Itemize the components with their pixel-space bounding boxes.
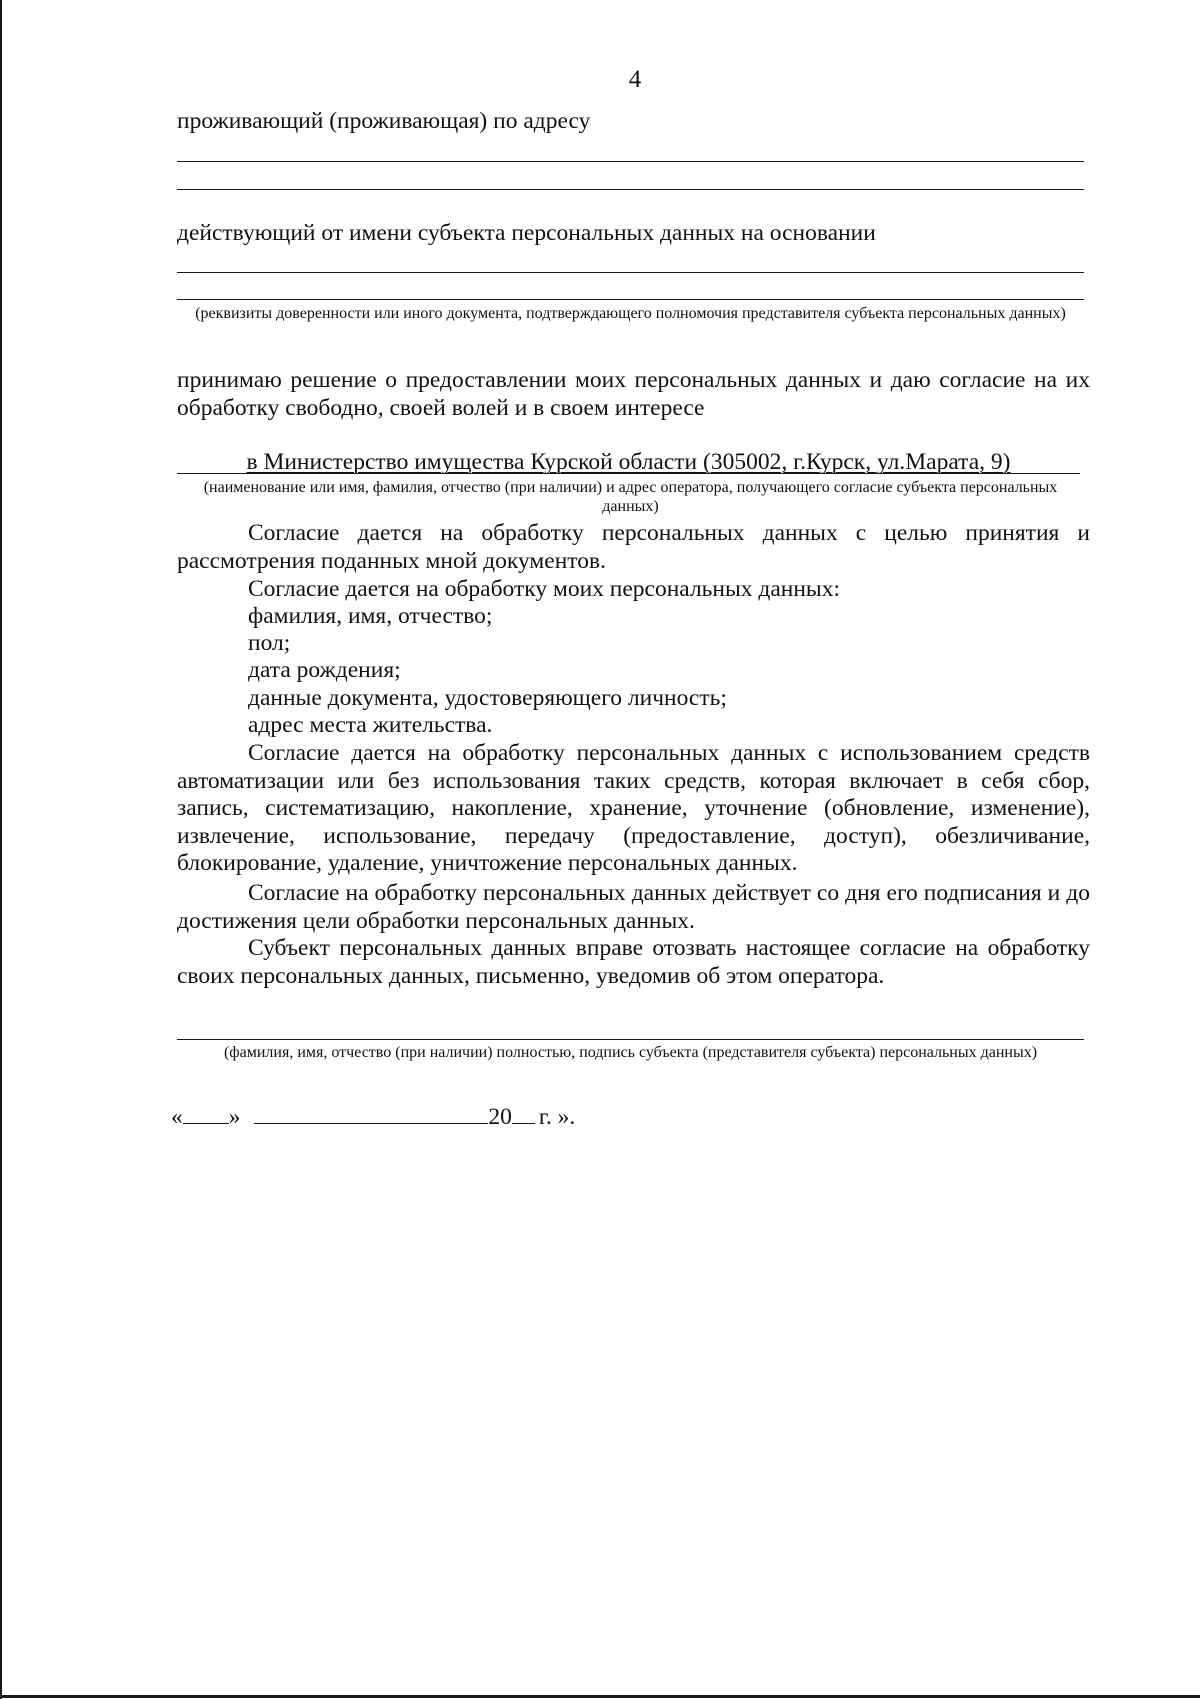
data-item: фамилия, имя, отчество; [248,603,493,629]
data-item: пол; [248,630,291,656]
operator-underline [177,473,1080,474]
address-label: проживающий (проживающая) по адресу [177,108,591,134]
date-year-suffix: г. ». [538,1104,576,1130]
caption-authority: (реквизиты доверенности или иного документа, подтверждающего полномочия представителя субъекта персональных данных) [195,305,1066,322]
date-year-field[interactable] [512,1103,535,1124]
scan-edge-left [0,0,2,1699]
caption-signature: (фамилия, имя, отчество (при наличии) полностью, подпись субъекта (представителя субъекта) персональных данных) [223,1044,1038,1061]
authority-blank-line-1[interactable] [177,272,1084,273]
processing-paragraph: Согласие дается на обработку персональных данных с использованием средств автоматизации или без использования таких средств, которая включает в себя сбор, запись, систематизацию, накопление, хранение, уточнение (обновление, изменение), извлечение, использование, передачу (предоставление, доступ), обезличивание, блокирование, удаление, уничтожение персональных данных. [177,740,1090,876]
data-item: адрес места жительства. [248,712,493,738]
date-day-field[interactable] [183,1103,229,1124]
caption-operator: (наименование или имя, фамилия, отчество (при наличии) и адрес оператора, получающего согласие субъекта персональных данных) [203,479,1058,515]
operator-line [177,449,1080,476]
date-open-quote: « [171,1104,183,1130]
address-blank-line-2[interactable] [177,189,1084,190]
date-close-quote: » [228,1104,241,1130]
signature-blank-line[interactable] [177,1039,1084,1040]
acting-label: действующий от имени субъекта персональных данных на основании [177,220,876,246]
data-item: данные документа, удостоверяющего личность; [248,685,727,711]
revoke-paragraph: Субъект персональных данных вправе отозвать настоящее согласие на обработку своих персональных данных, письменно, уведомив об этом оператора. [177,935,1090,989]
date-line [171,1103,575,1131]
data-item: дата рождения; [248,657,401,683]
operator-name: в Министерство имущества Курской области (305002, г.Курск, ул.Марата, 9) [246,449,1011,475]
decision-paragraph: принимаю решение о предоставлении моих персональных данных и даю согласие на их обработку свободно, своей волей и в своем интересе [177,367,1090,421]
authority-blank-line-2[interactable] [177,299,1084,300]
validity-paragraph: Согласие на обработку персональных данных действует со дня его подписания и до достижения цели обработки персональных данных. [177,880,1090,934]
purpose-paragraph: Согласие дается на обработку персональных данных с целью принятия и рассмотрения поданных мной документов. [177,520,1090,574]
date-year-prefix: 20 [488,1104,512,1130]
date-month-field[interactable] [254,1103,488,1124]
scan-edge-bottom [0,1695,1200,1698]
address-blank-line-1[interactable] [177,161,1084,162]
page-number: 4 [628,66,642,93]
data-list-intro: Согласие дается на обработку моих персональных данных: [248,576,840,602]
